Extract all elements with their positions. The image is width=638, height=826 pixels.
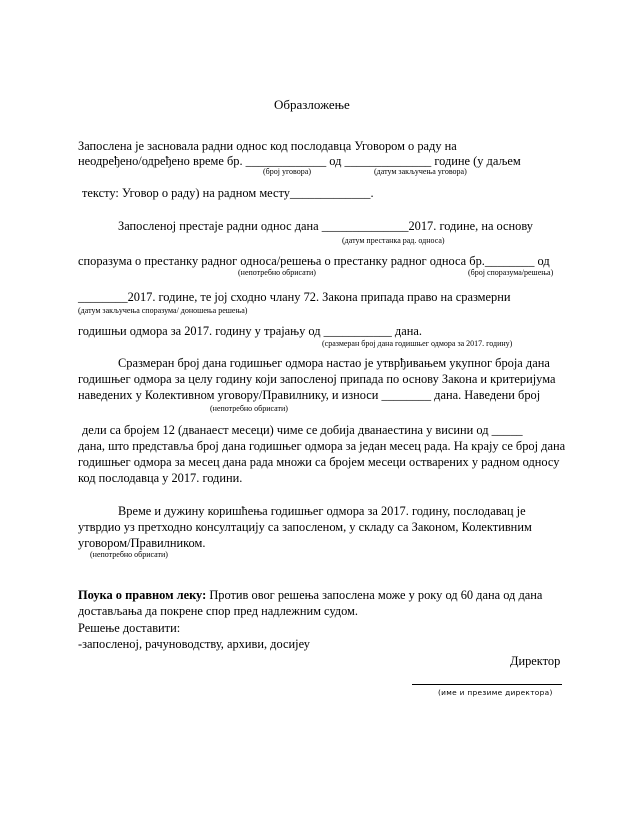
p1-line1 <box>78 139 560 153</box>
legal-remedy-label: Поука о правном леку: <box>78 588 207 602</box>
p4-line3: уговором/Правилником. <box>78 536 206 550</box>
signature-role: Директор <box>510 654 561 668</box>
label-end-date: (датум престанка рад. односа) <box>342 236 445 245</box>
label-strike-unneeded-2: (непотребно обрисати) <box>210 404 288 413</box>
p3-line6: годишњег одмора за месец дана рада множи са бројем месеци остварених у радном односу <box>78 455 560 469</box>
p2-line1: Запосленој престаје радни однос дана ______________2017. године, на основу <box>118 219 533 233</box>
p2-line4: годишњи одмора за 2017. годину у трајању од ___________ дана. <box>78 324 422 338</box>
legal-remedy-text: Против овог решења запослена може у року од 60 дана од дана <box>206 588 543 602</box>
signature-line <box>412 684 562 685</box>
label-contract-date: (датум закључења уговора) <box>374 167 467 176</box>
p1-line3: тексту: Уговор о раду) на радном месту_____________. <box>82 186 374 200</box>
label-proportional-days: (сразмеран број дана годишњег одмора за 2017. годину) <box>322 339 513 348</box>
p3-line5: дана, што представља број дана годишњег одмора за један месец рада. На крају се број дана <box>78 439 566 453</box>
label-strike-unneeded-3: (непотребно обрисати) <box>90 550 168 559</box>
p2-line2: споразума о престанку радног односа/решења о престанку радног односа бр.________ од <box>78 254 550 268</box>
p1-line2: неодређено/одређено време бр. _____________ од ______________ године (у даљем <box>78 154 521 168</box>
p2-line3: ________2017. године, те јој сходно члану 72. Закона припада право на сразмерни <box>78 290 511 304</box>
p3-line4: дели са бројем 12 (дванаест месеци) чиме се добија дванаестина у висини од _____ <box>82 423 523 437</box>
document-title: Образложење <box>274 97 350 112</box>
label-agreement-date: (датум закључења споразума/ доношења решења) <box>78 306 248 315</box>
label-agreement-number: (број споразума/решења) <box>468 268 554 277</box>
p4-line2: утврдио уз претходно консултацију са запосленом, у складу са Законом, Колективним <box>78 520 532 534</box>
legal-remedy-line1 <box>78 588 542 602</box>
p3-line2: годишњег одмора за целу годину који запосленој припада по основу Закона и критеријума <box>78 372 556 386</box>
delivery-heading: Решење доставити: <box>78 621 181 635</box>
label-strike-unneeded-1: (непотребно обрисати) <box>238 268 316 277</box>
p1-line1-text: Запослена је засновала радни однос код послодавца Уговором о раду на <box>78 139 457 153</box>
p4-line1: Време и дужину коришћења годишњег одмора за 2017. годину, послодавац је <box>118 504 526 518</box>
p3-line3: наведених у Колективном уговору/Правилнику, и износи ________ дана. Наведени број <box>78 388 541 402</box>
p3-line7: код послодавца у 2017. години. <box>78 471 243 485</box>
p3-line1: Сразмеран број дана годишњег одмора настао је утврђивањем укупног броја дана <box>118 356 550 370</box>
legal-remedy-line2: достављања да покрене спор пред надлежним судом. <box>78 604 358 618</box>
signature-caption: (име и презиме директора) <box>438 688 553 697</box>
delivery-recipients: -запосленој, рачуноводству, архиви, досијеу <box>78 637 310 651</box>
label-contract-number: (број уговора) <box>263 167 311 176</box>
